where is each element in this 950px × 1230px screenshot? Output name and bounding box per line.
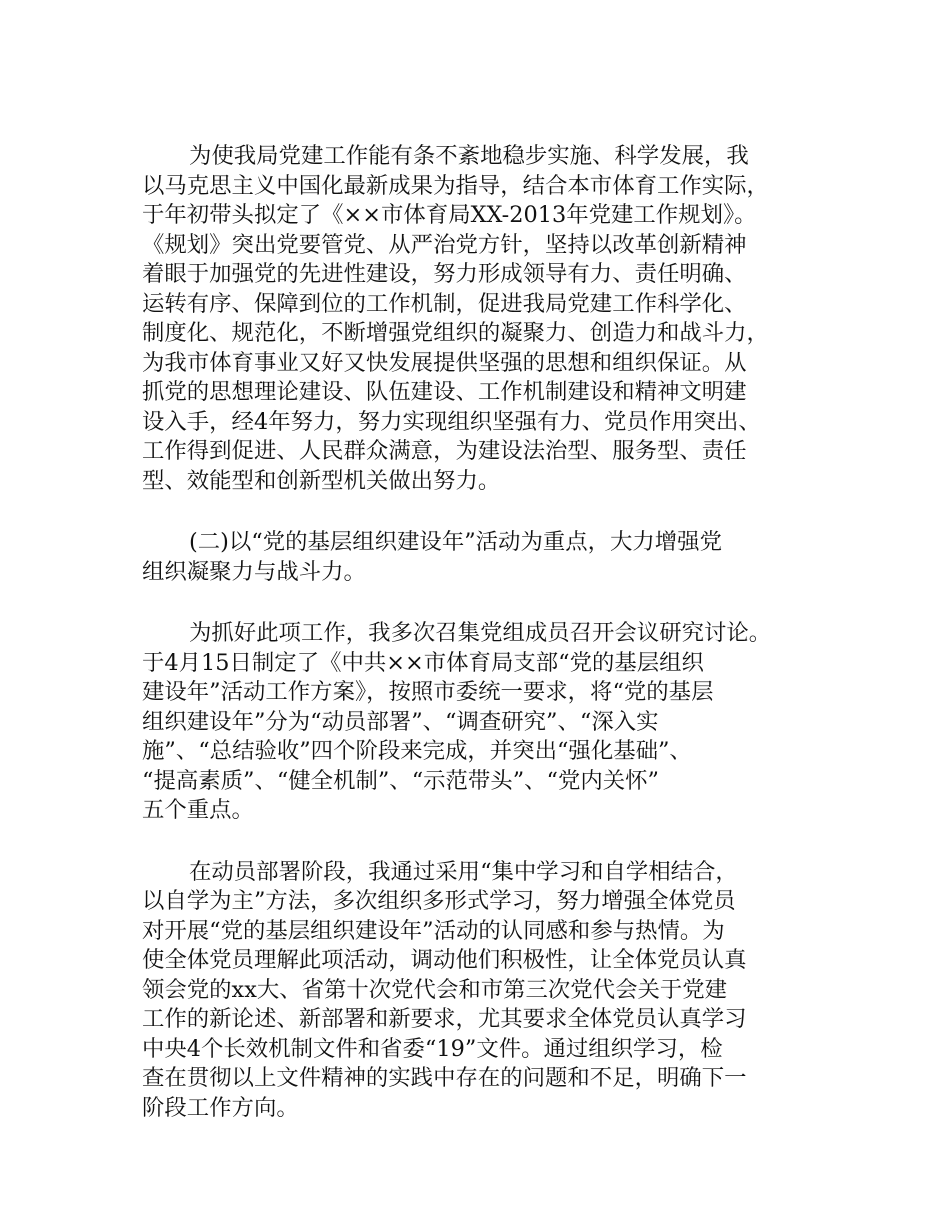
text-line: 组织凝聚力与战斗力。: [142, 558, 366, 585]
text-line: 为使我局党建工作能有条不紊地稳步实施、科学发展，我: [189, 143, 749, 169]
text-line: 在动员部署阶段，我通过采用“集中学习和自学相结合，: [189, 858, 738, 885]
text-line: 以自学为主”方法，多次组织多形式学习，努力增强全体党员: [142, 888, 736, 914]
text-line: (二)以“党的基层组织建设年”活动为重点，大力增强党: [189, 529, 722, 555]
paragraph-plan: [142, 142, 814, 496]
text-line: 于年初带头拟定了《××市体育局XX-2013年党建工作规划》。: [142, 202, 757, 228]
text-line: 五个重点。: [142, 797, 254, 823]
paragraph-mobilization: [142, 858, 814, 1124]
text-line: 以马克思主义中国化最新成果为指导，结合本市体育工作实际，: [142, 172, 769, 199]
text-line: 查在贯彻以上文件精神的实践中存在的问题和不足，明确下一: [142, 1065, 747, 1091]
text-line: 组织建设年”分为“动员部署”、“调查研究”、“深入实: [142, 708, 659, 735]
text-line: 工作得到促进、人民群众满意，为建设法治型、服务型、责任: [142, 438, 747, 464]
paragraph-work-plan: [142, 619, 814, 826]
text-line: 为抓好此项工作，我多次召集党组成员召开会议研究讨论。: [189, 620, 772, 646]
text-line: 为我市体育事业又好又快发展提供坚强的思想和组织保证。从: [142, 349, 747, 376]
text-line: 型、效能型和创新型机关做出努力。: [142, 467, 501, 494]
text-line: 于4月15日制定了《中共××市体育局支部“党的基层组织: [142, 649, 704, 676]
text-line: 制度化、规范化，不断增强党组织的凝聚力、创造力和战斗力，: [142, 320, 769, 346]
text-line: 施”、“总结验收”四个阶段来完成，并突出“强化基础”、: [142, 738, 692, 764]
text-line: 运转有序、保障到位的工作机制，促进我局党建工作科学化、: [142, 290, 747, 317]
text-line: 《规划》突出党要管党、从严治党方针，坚持以改革创新精神: [142, 231, 747, 258]
document-body: [142, 142, 814, 1155]
text-line: “提高素质”、“健全机制”、“示范带头”、“党内关怀”: [142, 767, 659, 794]
text-line: 工作的新论述、新部署和新要求，尤其要求全体党员认真学习: [142, 1006, 747, 1032]
text-line: 中央4个长效机制文件和省委“19”文件。通过组织学习，检: [142, 1035, 723, 1062]
text-line: 设入手，经4年努力，努力实现组织坚强有力、党员作用突出、: [142, 408, 761, 435]
text-line: 使全体党员理解此项活动，调动他们积极性，让全体党员认真: [142, 947, 747, 973]
section-heading: [142, 528, 814, 587]
text-line: 对开展“党的基层组织建设年”活动的认同感和参与热情。为: [142, 917, 725, 944]
text-line: 抓党的思想理论建设、队伍建设、工作机制建设和精神文明建: [142, 379, 747, 405]
text-line: 领会党的xx大、省第十次党代会和市第三次党代会关于党建: [142, 976, 728, 1003]
text-line: 建设年”活动工作方案》，按照市委统一要求，将“党的基层: [142, 679, 714, 705]
text-line: 着眼于加强党的先进性建设，努力形成领导有力、责任明确、: [142, 261, 747, 287]
text-line: 阶段工作方向。: [142, 1094, 299, 1121]
